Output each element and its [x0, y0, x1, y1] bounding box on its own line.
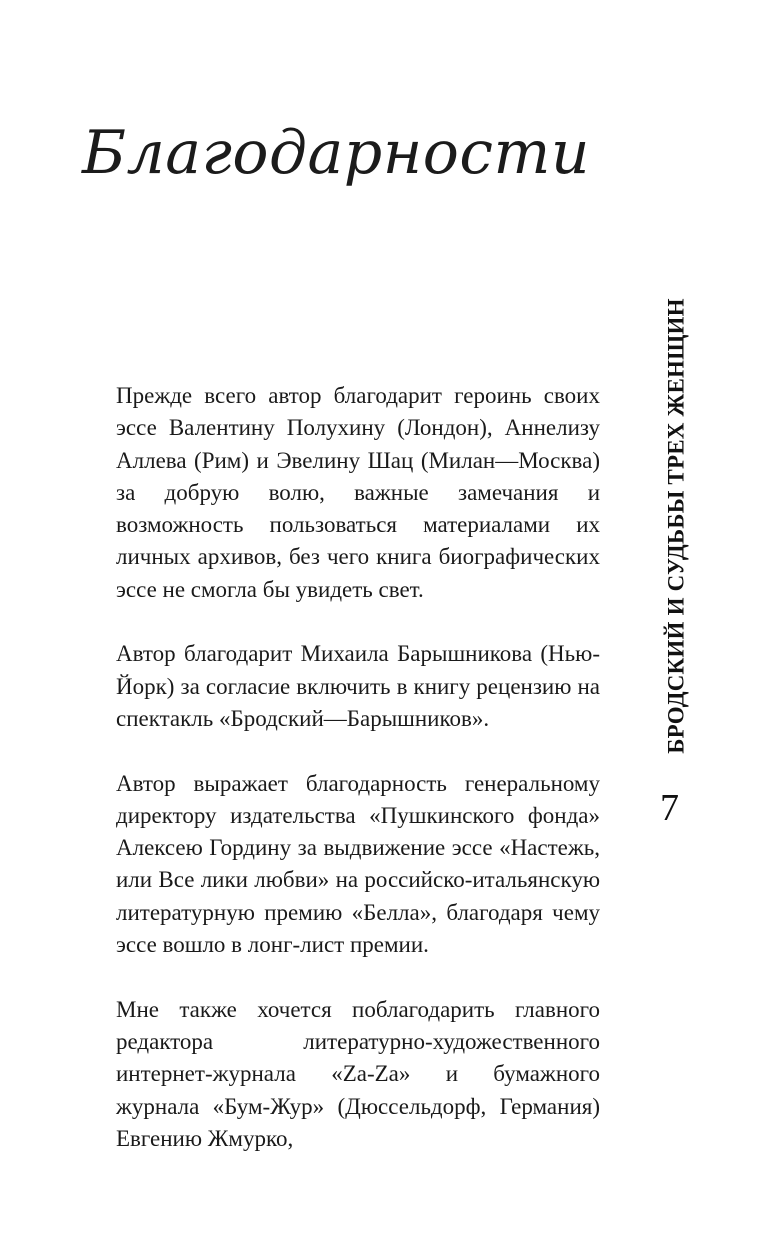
page-title: Благодарности — [82, 118, 591, 188]
paragraph-3: Автор выражает благодарность генеральному директору издательства «Пушкинского фонда» Алексею Гордину за выдвижение эссе «Настежь, или Все лики любви» на российско-итальянскую литературную премию «Белла», благодаря чему эссе вошло в лонг-лист премии. — [116, 770, 600, 958]
body-text — [116, 380, 600, 1187]
paragraph-2: Автор благодарит Михаила Барышникова (Нью-Йорк) за согласие включить в книгу рецензию на спектакль «Бродский—Барышников». — [116, 641, 600, 731]
running-head — [659, 298, 695, 754]
paragraph-4: Мне также хочется поблагодарить главного редактора литературно-художественного интернет-журнала «Za-Za» и бумажного журнала «Бум-Жур» (Дюссельдорф, Германия) Евгению Жмурко, — [116, 996, 600, 1151]
paragraph-1: Прежде всего автор благодарит героинь своих эссе Валентину Полухину (Лондон), Аннелизу Аллева (Рим) и Эвелину Шац (Милан—Москва) за добрую волю, важные замечания и возможность пользоваться материалами их личных архивов, без чего книга биографических эссе не смогла бы увидеть свет. — [116, 383, 600, 602]
page-number: 7 — [660, 787, 679, 829]
running-head-text: БРОДСКИЙ И СУДЬБЫ ТРЕХ ЖЕНЩИН — [664, 298, 690, 754]
